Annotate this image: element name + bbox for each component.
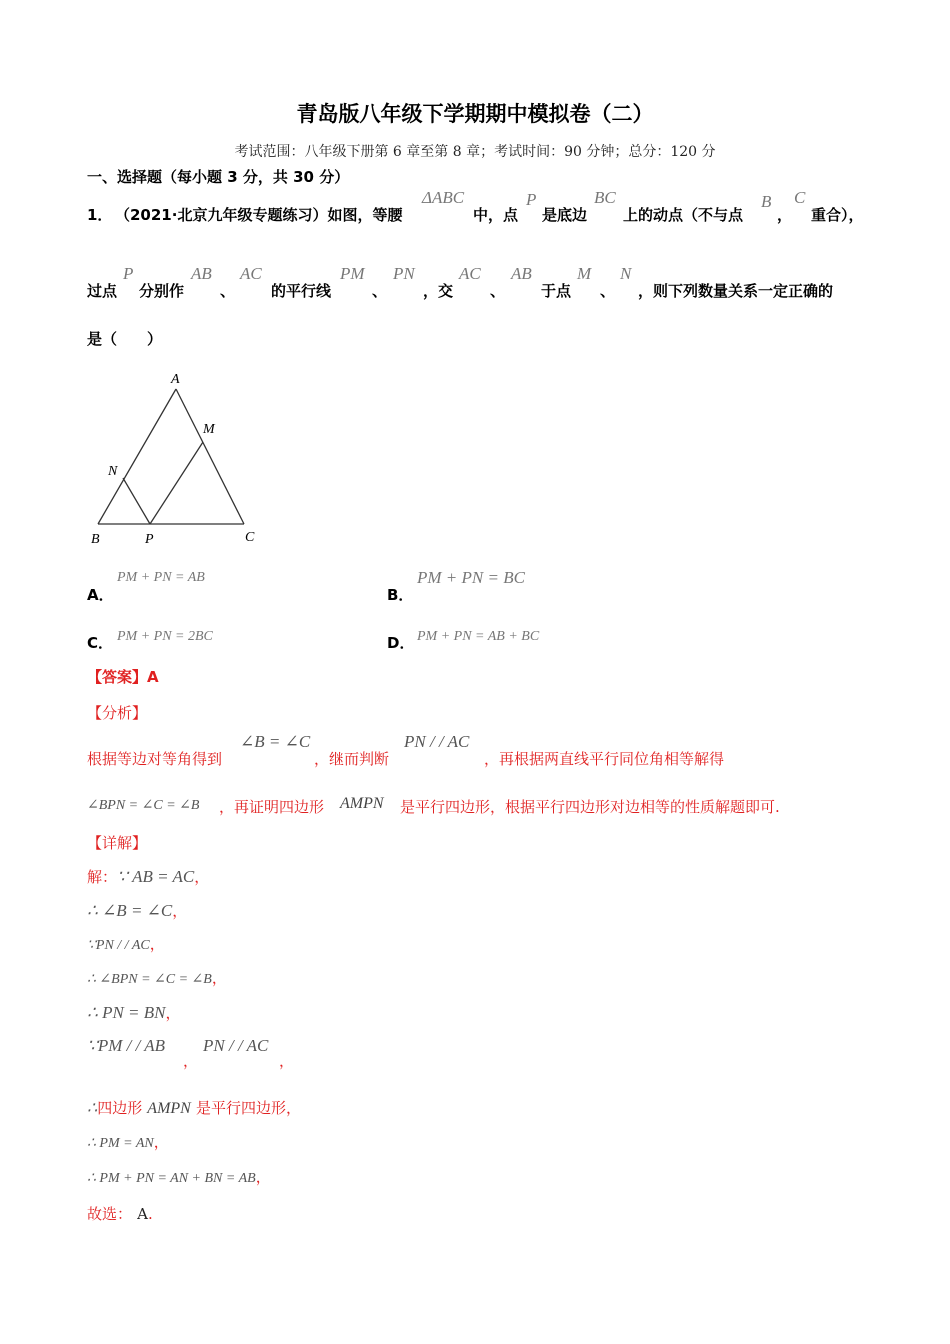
label-n: N xyxy=(108,464,118,479)
analysis-line-1: 根据等边对等角得到 ∠B = ∠C ，继而判断 PN / / AC ，再根据两直线平行同位角相等解得 xyxy=(87,732,725,768)
label-a: A xyxy=(171,372,180,387)
detail-step-3: ∵PN / / AC， xyxy=(87,935,165,953)
detail-step-6: ∵PM / / AB ， PN / / AC ， xyxy=(87,1036,295,1070)
segment-pm xyxy=(150,442,203,524)
triangle-figure xyxy=(82,365,272,550)
math-triangle-abc: ΔABC xyxy=(422,188,465,207)
detail-step-4: ∴ ∠BPN = ∠C = ∠B， xyxy=(87,969,227,987)
page-title: 青岛版八年级下学期期中模拟卷（二） xyxy=(296,102,654,126)
detail-label: 【详解】 xyxy=(87,834,148,852)
detail-step-8: ∴ PM = AN， xyxy=(87,1133,169,1151)
question-line-3: 是（ ） xyxy=(87,330,163,348)
detail-step-1: 解：∵ AB = AC， xyxy=(87,867,210,886)
question-number: 1． xyxy=(87,206,113,224)
answer-line xyxy=(87,666,159,687)
detail-step-5: ∴ PN = BN， xyxy=(87,1003,181,1022)
label-p: P xyxy=(145,532,154,547)
detail-final: 故选： A. xyxy=(87,1205,153,1223)
analysis-label: 【分析】 xyxy=(87,704,148,722)
question-line-2: 过点 P 分别作 AB 、 AC 的平行线 PM 、 PN ，交 AC 、 AB 于点 M 、 N ，则下列数量关系一定正确的 xyxy=(87,264,834,300)
segment-pn xyxy=(123,478,150,524)
label-m: M xyxy=(203,422,215,437)
analysis-line-2: ∠BPN = ∠C = ∠B ，再证明四边形 AMPN 是平行四边形，根据平行四边形对边相等的性质解题即可. xyxy=(87,795,780,816)
label-c: C xyxy=(245,530,255,545)
label-b: B xyxy=(91,532,100,547)
side-ac xyxy=(176,389,244,524)
detail-step-7: ∴四边形 AMPN 是平行四边形， xyxy=(87,1099,301,1117)
side-ab xyxy=(98,389,176,524)
exam-info: 考试范围：八年级下册第 6 章至第 8 章；考试时间：90 分钟；总分：120 分 xyxy=(234,144,716,160)
detail-step-2: ∴ ∠B = ∠C， xyxy=(87,901,188,920)
detail-step-9: ∴ PM + PN = AN + BN = AB， xyxy=(87,1168,271,1186)
answer-label: 【答案】 xyxy=(87,668,148,686)
section-heading: 一、选择题（每小题 3 分，共 30 分） xyxy=(87,168,350,186)
answer-value: A xyxy=(147,668,159,686)
